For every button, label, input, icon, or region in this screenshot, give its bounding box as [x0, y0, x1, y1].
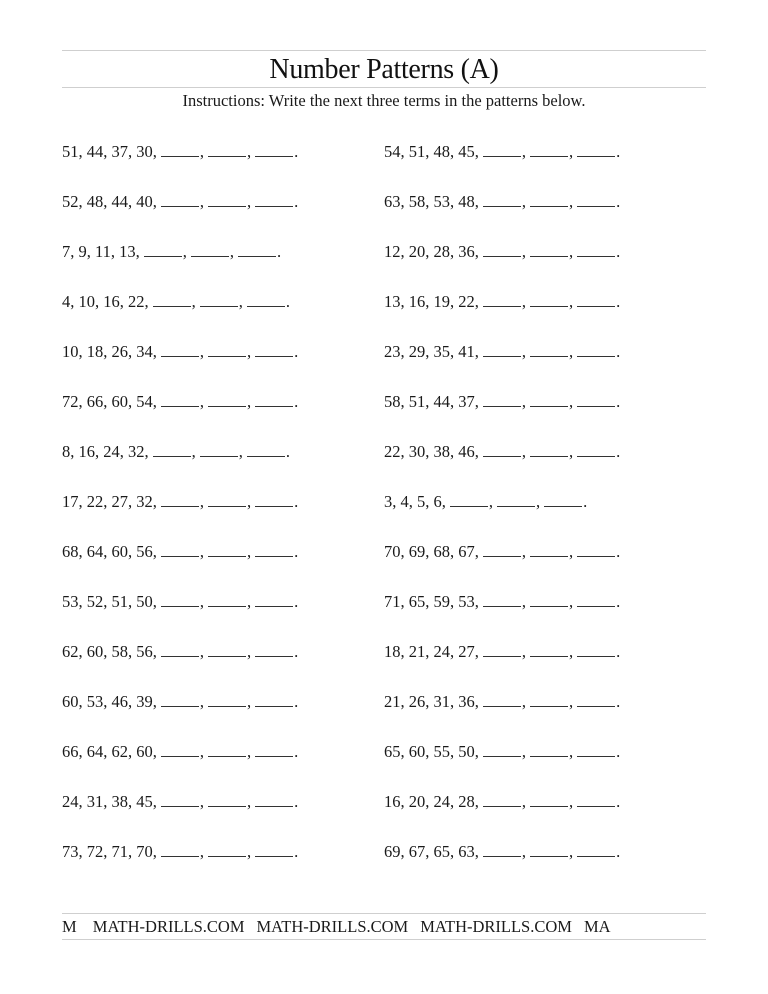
number-pattern-left	[62, 137, 298, 167]
pattern-sequence: 65, 60, 55, 50,	[384, 742, 479, 761]
answer-blank[interactable]	[577, 455, 615, 457]
separator: .	[294, 542, 299, 561]
separator: ,	[199, 492, 204, 511]
separator: .	[294, 492, 299, 511]
problem-row	[0, 387, 768, 437]
separator: ,	[199, 792, 204, 811]
pattern-sequence: 62, 60, 58, 56,	[62, 642, 157, 661]
number-pattern-left	[62, 787, 298, 817]
separator: ,	[199, 642, 204, 661]
pattern-sequence: 8, 16, 24, 32,	[62, 442, 149, 461]
answer-blank[interactable]	[577, 155, 615, 157]
answer-blank[interactable]	[530, 255, 568, 257]
number-pattern-right	[384, 287, 620, 317]
separator: ,	[247, 792, 252, 811]
separator: .	[616, 642, 621, 661]
number-pattern-right	[384, 187, 620, 217]
separator: .	[294, 342, 299, 361]
pattern-sequence: 72, 66, 60, 54,	[62, 392, 157, 411]
separator: ,	[229, 242, 235, 261]
separator: ,	[247, 692, 252, 711]
answer-blank[interactable]	[255, 705, 293, 707]
answer-blank[interactable]	[255, 655, 293, 657]
separator: ,	[199, 692, 204, 711]
answer-blank[interactable]	[483, 205, 521, 207]
number-pattern-right	[384, 737, 620, 767]
page-title: Number Patterns (A)	[269, 54, 499, 85]
answer-blank[interactable]	[208, 755, 246, 757]
answer-blank[interactable]	[161, 555, 199, 557]
answer-blank[interactable]	[144, 255, 182, 257]
footer-watermark-text: MATH-DRILLS.COM	[92, 917, 245, 936]
separator: .	[294, 392, 299, 411]
answer-blank[interactable]	[577, 705, 615, 707]
separator: .	[616, 592, 621, 611]
separator: .	[285, 292, 290, 311]
number-pattern-right	[384, 437, 620, 467]
answer-blank[interactable]	[544, 505, 582, 507]
answer-blank[interactable]	[577, 805, 615, 807]
number-pattern-right	[384, 687, 620, 717]
answer-blank[interactable]	[208, 155, 246, 157]
number-pattern-left	[62, 637, 298, 667]
separator: ,	[182, 242, 187, 261]
separator: .	[616, 742, 621, 761]
problem-row	[0, 787, 768, 837]
separator: .	[616, 542, 621, 561]
answer-blank[interactable]	[577, 355, 615, 357]
answer-blank[interactable]	[483, 555, 521, 557]
pattern-sequence: 66, 64, 62, 60,	[62, 742, 157, 761]
problem-row	[0, 337, 768, 387]
pattern-sequence: 23, 29, 35, 41,	[384, 342, 479, 361]
pattern-sequence: 51, 44, 37, 30,	[62, 142, 157, 161]
separator: ,	[521, 842, 526, 861]
footer-watermark	[62, 914, 706, 939]
problem-row	[0, 187, 768, 237]
separator: ,	[521, 342, 526, 361]
separator: ,	[247, 342, 252, 361]
problem-row	[0, 837, 768, 887]
answer-blank[interactable]	[483, 155, 521, 157]
pattern-sequence: 22, 30, 38, 46,	[384, 442, 479, 461]
answer-blank[interactable]	[208, 705, 246, 707]
answer-blank[interactable]	[255, 805, 293, 807]
problem-row	[0, 487, 768, 537]
answer-blank[interactable]	[255, 405, 293, 407]
separator: .	[294, 192, 299, 211]
answer-blank[interactable]	[255, 605, 293, 607]
answer-blank[interactable]	[530, 805, 568, 807]
separator: .	[616, 392, 621, 411]
separator: ,	[199, 392, 204, 411]
separator: ,	[521, 542, 526, 561]
separator: .	[285, 442, 290, 461]
number-pattern-left	[62, 837, 298, 867]
number-pattern-right	[384, 337, 620, 367]
separator: ,	[199, 192, 204, 211]
pattern-sequence: 53, 52, 51, 50,	[62, 592, 157, 611]
separator: ,	[569, 742, 574, 761]
separator: ,	[521, 192, 526, 211]
problem-row	[0, 287, 768, 337]
answer-blank[interactable]	[208, 655, 246, 657]
pattern-sequence: 68, 64, 60, 56,	[62, 542, 157, 561]
problem-row	[0, 737, 768, 787]
answer-blank[interactable]	[577, 555, 615, 557]
number-pattern-right	[384, 787, 620, 817]
separator: ,	[521, 642, 526, 661]
answer-blank[interactable]	[530, 355, 568, 357]
answer-blank[interactable]	[200, 305, 238, 307]
separator: .	[616, 242, 621, 261]
answer-blank[interactable]	[530, 555, 568, 557]
answer-blank[interactable]	[577, 305, 615, 307]
separator: .	[294, 642, 299, 661]
answer-blank[interactable]	[483, 855, 521, 857]
answer-blank[interactable]	[577, 205, 615, 207]
separator: ,	[521, 242, 526, 261]
answer-blank[interactable]	[530, 855, 568, 857]
answer-blank[interactable]	[255, 505, 293, 507]
answer-blank[interactable]	[255, 205, 293, 207]
separator: .	[616, 842, 621, 861]
problem-row	[0, 637, 768, 687]
answer-blank[interactable]	[161, 755, 199, 757]
number-pattern-right	[384, 387, 620, 417]
pattern-sequence: 21, 26, 31, 36,	[384, 692, 479, 711]
separator: ,	[488, 492, 493, 511]
separator: ,	[247, 742, 252, 761]
separator: .	[616, 292, 621, 311]
title-bottom-rule	[62, 87, 706, 88]
footer-leading-fragment: M	[62, 917, 77, 936]
answer-blank[interactable]	[483, 355, 521, 357]
separator: .	[616, 142, 621, 161]
separator: ,	[247, 642, 252, 661]
pattern-sequence: 17, 22, 27, 32,	[62, 492, 157, 511]
answer-blank[interactable]	[530, 705, 568, 707]
answer-blank[interactable]	[530, 405, 568, 407]
separator: .	[294, 592, 299, 611]
separator: ,	[199, 342, 204, 361]
answer-blank[interactable]	[161, 405, 199, 407]
separator: ,	[247, 392, 252, 411]
number-pattern-left	[62, 537, 298, 567]
separator: ,	[199, 592, 204, 611]
separator: .	[294, 842, 299, 861]
answer-blank[interactable]	[530, 755, 568, 757]
separator: .	[616, 792, 621, 811]
separator: ,	[569, 592, 574, 611]
separator: ,	[569, 542, 574, 561]
answer-blank[interactable]	[255, 155, 293, 157]
separator: ,	[569, 242, 574, 261]
answer-blank[interactable]	[483, 755, 521, 757]
separator: .	[294, 792, 299, 811]
answer-blank[interactable]	[161, 705, 199, 707]
separator: ,	[521, 742, 526, 761]
separator: ,	[569, 692, 574, 711]
separator: ,	[569, 842, 574, 861]
pattern-sequence: 3, 4, 5, 6,	[384, 492, 446, 511]
pattern-sequence: 73, 72, 71, 70,	[62, 842, 157, 861]
separator: ,	[521, 792, 526, 811]
answer-blank[interactable]	[577, 755, 615, 757]
separator: .	[294, 742, 299, 761]
number-pattern-left	[62, 687, 298, 717]
footer-watermark-text: MATH-DRILLS.COM	[256, 917, 409, 936]
answer-blank[interactable]	[255, 555, 293, 557]
problem-row	[0, 437, 768, 487]
answer-blank[interactable]	[247, 455, 285, 457]
pattern-sequence: 13, 16, 19, 22,	[384, 292, 479, 311]
answer-blank[interactable]	[161, 605, 199, 607]
answer-blank[interactable]	[208, 205, 246, 207]
pattern-sequence: 69, 67, 65, 63,	[384, 842, 479, 861]
answer-blank[interactable]	[161, 855, 199, 857]
separator: .	[616, 692, 621, 711]
separator: ,	[199, 842, 204, 861]
separator: ,	[521, 442, 526, 461]
separator: ,	[191, 442, 196, 461]
answer-blank[interactable]	[208, 505, 246, 507]
separator: ,	[238, 442, 243, 461]
number-pattern-left	[62, 187, 298, 217]
separator: ,	[569, 642, 574, 661]
answer-blank[interactable]	[483, 255, 521, 257]
answer-blank[interactable]	[483, 655, 521, 657]
pattern-sequence: 16, 20, 24, 28,	[384, 792, 479, 811]
answer-blank[interactable]	[161, 205, 199, 207]
separator: ,	[247, 592, 252, 611]
pattern-sequence: 24, 31, 38, 45,	[62, 792, 157, 811]
pattern-sequence: 71, 65, 59, 53,	[384, 592, 479, 611]
separator: ,	[247, 842, 252, 861]
separator: ,	[569, 192, 574, 211]
answer-blank[interactable]	[208, 355, 246, 357]
answer-blank[interactable]	[577, 405, 615, 407]
number-pattern-left	[62, 287, 290, 317]
separator: ,	[247, 492, 252, 511]
separator: ,	[191, 292, 196, 311]
footer-watermark-text: MATH-DRILLS.COM	[420, 917, 572, 936]
answer-blank[interactable]	[483, 805, 521, 807]
pattern-sequence: 54, 51, 48, 45,	[384, 142, 479, 161]
separator: .	[616, 442, 621, 461]
answer-blank[interactable]	[161, 355, 199, 357]
answer-blank[interactable]	[255, 855, 293, 857]
number-pattern-right	[384, 237, 620, 267]
number-pattern-left	[62, 437, 290, 467]
problem-row	[0, 237, 768, 287]
pattern-sequence: 4, 10, 16, 22,	[62, 292, 149, 311]
answer-blank[interactable]	[161, 505, 199, 507]
answer-blank[interactable]	[208, 405, 246, 407]
answer-blank[interactable]	[530, 305, 568, 307]
answer-blank[interactable]	[530, 655, 568, 657]
separator: ,	[199, 742, 204, 761]
problem-row	[0, 137, 768, 187]
number-pattern-right	[384, 537, 620, 567]
answer-blank[interactable]	[153, 455, 191, 457]
answer-blank[interactable]	[483, 705, 521, 707]
separator: ,	[521, 392, 526, 411]
answer-blank[interactable]	[577, 855, 615, 857]
answer-blank[interactable]	[483, 405, 521, 407]
number-pattern-right	[384, 837, 620, 867]
answer-blank[interactable]	[208, 805, 246, 807]
separator: .	[294, 142, 299, 161]
pattern-sequence: 70, 69, 68, 67,	[384, 542, 479, 561]
answer-blank[interactable]	[255, 355, 293, 357]
number-pattern-left	[62, 737, 298, 767]
number-pattern-left	[62, 487, 298, 517]
separator: ,	[569, 292, 574, 311]
pattern-sequence: 58, 51, 44, 37,	[384, 392, 479, 411]
pattern-sequence: 12, 20, 28, 36,	[384, 242, 479, 261]
separator: .	[583, 492, 588, 511]
pattern-sequence: 60, 53, 46, 39,	[62, 692, 157, 711]
separator: ,	[521, 292, 526, 311]
separator: ,	[569, 392, 574, 411]
answer-blank[interactable]	[208, 855, 246, 857]
separator: ,	[247, 192, 252, 211]
problem-grid	[0, 137, 768, 887]
separator: ,	[199, 542, 204, 561]
answer-blank[interactable]	[153, 305, 191, 307]
pattern-sequence: 63, 58, 53, 48,	[384, 192, 479, 211]
answer-blank[interactable]	[577, 655, 615, 657]
answer-blank[interactable]	[200, 455, 238, 457]
number-pattern-left	[62, 387, 298, 417]
number-pattern-right	[384, 137, 620, 167]
answer-blank[interactable]	[530, 455, 568, 457]
instructions-text: Instructions: Write the next three terms in the patterns below.	[182, 91, 586, 110]
answer-blank[interactable]	[530, 155, 568, 157]
separator: ,	[521, 592, 526, 611]
separator: .	[616, 192, 621, 211]
separator: .	[294, 692, 299, 711]
answer-blank[interactable]	[483, 605, 521, 607]
answer-blank[interactable]	[450, 505, 488, 507]
pattern-sequence: 10, 18, 26, 34,	[62, 342, 157, 361]
problem-row	[0, 687, 768, 737]
separator: ,	[521, 142, 526, 161]
answer-blank[interactable]	[483, 305, 521, 307]
problem-row	[0, 537, 768, 587]
separator: ,	[569, 442, 574, 461]
separator: ,	[569, 792, 574, 811]
answer-blank[interactable]	[238, 255, 276, 257]
footer-trailing-fragment: MA	[583, 917, 611, 936]
number-pattern-right	[384, 637, 620, 667]
separator: ,	[536, 492, 541, 511]
answer-blank[interactable]	[208, 555, 246, 557]
answer-blank[interactable]	[247, 305, 285, 307]
separator: ,	[569, 342, 574, 361]
title-top-rule	[62, 50, 706, 51]
number-pattern-right	[384, 587, 620, 617]
separator: .	[277, 242, 282, 261]
number-pattern-left	[62, 337, 298, 367]
answer-blank[interactable]	[577, 255, 615, 257]
answer-blank[interactable]	[483, 455, 521, 457]
separator: ,	[238, 292, 243, 311]
separator: ,	[569, 142, 574, 161]
answer-blank[interactable]	[577, 605, 615, 607]
number-pattern-left	[62, 587, 298, 617]
footer-bottom-rule	[62, 939, 706, 940]
number-pattern-left	[62, 237, 281, 267]
pattern-sequence: 18, 21, 24, 27,	[384, 642, 479, 661]
separator: ,	[199, 142, 204, 161]
number-pattern-right	[384, 487, 587, 517]
answer-blank[interactable]	[497, 505, 535, 507]
answer-blank[interactable]	[255, 755, 293, 757]
pattern-sequence: 52, 48, 44, 40,	[62, 192, 157, 211]
separator: ,	[247, 142, 252, 161]
answer-blank[interactable]	[161, 805, 199, 807]
answer-blank[interactable]	[530, 605, 568, 607]
separator: .	[616, 342, 621, 361]
answer-blank[interactable]	[161, 155, 199, 157]
problem-row	[0, 587, 768, 637]
answer-blank[interactable]	[208, 605, 246, 607]
answer-blank[interactable]	[191, 255, 229, 257]
separator: ,	[247, 542, 252, 561]
pattern-sequence: 7, 9, 11, 13,	[62, 242, 140, 261]
answer-blank[interactable]	[530, 205, 568, 207]
separator: ,	[521, 692, 526, 711]
answer-blank[interactable]	[161, 655, 199, 657]
